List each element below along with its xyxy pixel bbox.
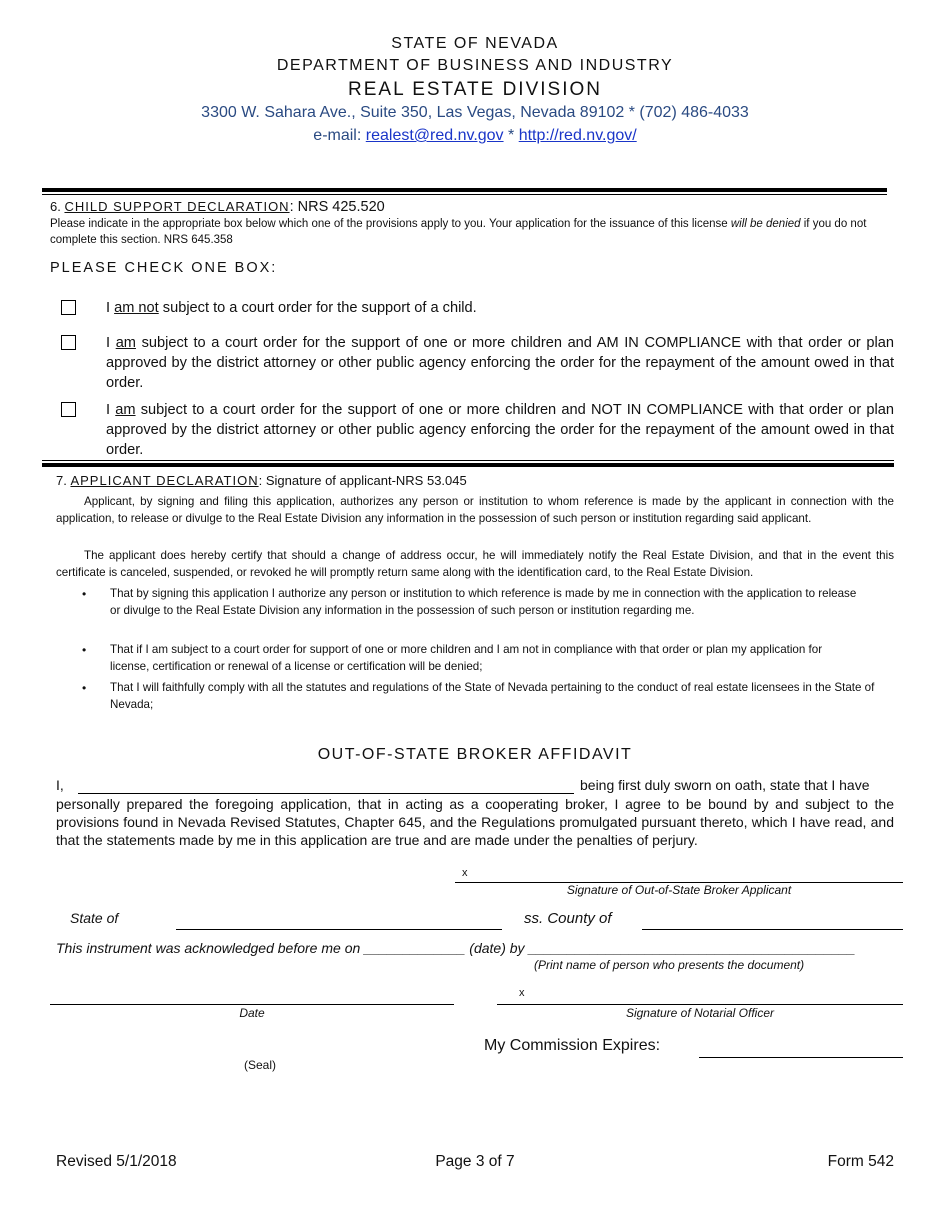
option-not-in-compliance bbox=[106, 400, 894, 460]
option-in-compliance bbox=[106, 333, 894, 393]
state-of-label: State of bbox=[70, 910, 119, 926]
ack-date-by: (date) by bbox=[469, 940, 525, 956]
section7-heading bbox=[56, 473, 467, 488]
option2-pre: I bbox=[106, 335, 116, 351]
section7-number: 7. bbox=[56, 473, 67, 488]
option1-pre: I bbox=[106, 300, 115, 316]
commission-expires-label: My Commission Expires: bbox=[484, 1037, 661, 1054]
footer-revised: Revised 5/1/2018 bbox=[56, 1153, 177, 1170]
option1-emph: am not bbox=[114, 300, 159, 316]
ack-name-blank[interactable]: __________________________________________ bbox=[528, 940, 856, 956]
section6-heading bbox=[50, 199, 385, 215]
check-one-prompt: PLEASE CHECK ONE BOX: bbox=[50, 260, 278, 276]
checkbox-not-subject[interactable] bbox=[61, 300, 76, 315]
email-label: e-mail: bbox=[313, 127, 362, 144]
state-of-line[interactable] bbox=[176, 929, 502, 930]
section-divider-mid-thin bbox=[42, 460, 894, 461]
section7-bullet: That by signing this application I authorize any person or institution to which reference is made by me in connection with the application to release or divulge to the Real Estate Division any information in the possession of such person or institution regarding me. bbox=[110, 587, 857, 617]
section6-instr-part1: Please indicate in the appropriate box below which one of the provisions apply to you. Your application for the issuance of this license bbox=[50, 218, 728, 230]
header-division: REAL ESTATE DIVISION bbox=[348, 79, 602, 100]
seal-label: (Seal) bbox=[244, 1058, 277, 1072]
section-divider-top-thin bbox=[42, 194, 887, 195]
section6-statute: : NRS 425.520 bbox=[289, 199, 385, 215]
affiant-name-line[interactable] bbox=[78, 793, 574, 794]
section7-para1: Applicant, by signing and filing this application, authorizes any person or institution to whom reference is made by the applicant in connection with the application, to release or divulge to the Real Estate Division any information in the possession of such person or institution regarding said applicant. bbox=[56, 495, 894, 525]
ack-text: This instrument was acknowledged before me on bbox=[56, 940, 361, 956]
header-contact bbox=[0, 127, 950, 145]
affidavit-sworn-text: being first duly sworn on oath, state that I have bbox=[580, 777, 870, 793]
checkbox-in-compliance[interactable] bbox=[61, 335, 76, 350]
option3-pre: I bbox=[106, 402, 116, 418]
email-link[interactable]: realest@red.nv.gov bbox=[365, 127, 504, 144]
section7-bullet: That I will faithfully comply with all the statutes and regulations of the State of Nevada pertaining to the conduct of real estate licensees in the State of Nevada; bbox=[110, 681, 875, 711]
section6-title: CHILD SUPPORT DECLARATION bbox=[64, 199, 290, 214]
bullet-dot: • bbox=[82, 587, 87, 601]
affidavit-title: OUT-OF-STATE BROKER AFFIDAVIT bbox=[317, 746, 633, 763]
option2-post: subject to a court order for the support of one or more children and AM IN COMPLIANCE with that order or plan approved by the district attorney or other public agency enforcing the order for the repayment of the amount owed in that order. bbox=[106, 335, 895, 391]
section6-number: 6. bbox=[50, 199, 61, 214]
section7-title: APPLICANT DECLARATION bbox=[70, 473, 259, 488]
print-name-caption: (Print name of person who presents the document) bbox=[534, 958, 805, 972]
header-address: 3300 W. Sahara Ave., Suite 350, Las Vegas, Nevada 89102 * (702) 486-4033 bbox=[201, 104, 749, 121]
county-of-label: ss. County of bbox=[524, 910, 612, 927]
footer-form: Form 542 bbox=[827, 1153, 894, 1170]
section-divider-top bbox=[42, 188, 887, 192]
notary-x-mark: x bbox=[519, 987, 525, 999]
section7-subtitle: : Signature of applicant-NRS 53.045 bbox=[258, 473, 467, 488]
ack-date-blank[interactable]: _____________ bbox=[364, 940, 466, 956]
affidavit-body: personally prepared the foregoing application, that in acting as a cooperating broker, I agree to be bound by and subject to the provisions found in Nevada Revised Statutes, Chapter 645, and the Regulations promulgated pursuant thereto, which I have read, and that the statements made by me in this application are true and are made under the penalties of perjury. bbox=[56, 796, 894, 848]
county-of-line[interactable] bbox=[642, 929, 903, 930]
option2-emph: am bbox=[115, 335, 136, 351]
bullet-dot: • bbox=[82, 643, 87, 657]
acknowledgement-line bbox=[56, 940, 855, 956]
section6-instructions bbox=[50, 216, 890, 248]
website-link[interactable]: http://red.nv.gov/ bbox=[518, 127, 637, 144]
header-state: STATE OF NEVADA bbox=[391, 35, 559, 52]
section6-instr-part2: if you do not complete this section. NRS 645.358 bbox=[50, 218, 867, 246]
applicant-signature-caption: Signature of Out-of-State Broker Applicant bbox=[566, 883, 792, 897]
affidavit-i-label: I, bbox=[56, 777, 64, 793]
notary-signature-line[interactable] bbox=[497, 1004, 903, 1005]
option3-emph: am bbox=[115, 402, 136, 418]
applicant-x-mark: x bbox=[462, 867, 468, 879]
section6-instr-italic: will be denied bbox=[730, 218, 801, 230]
bullet-dot: • bbox=[82, 681, 87, 695]
checkbox-not-in-compliance[interactable] bbox=[61, 402, 76, 417]
date-line[interactable] bbox=[50, 1004, 454, 1005]
footer-page: Page 3 of 7 bbox=[435, 1153, 515, 1170]
option-not-subject bbox=[106, 298, 894, 318]
notary-signature-caption: Signature of Notarial Officer bbox=[625, 1006, 775, 1020]
section7-para2: The applicant does hereby certify that should a change of address occur, he will immediately notify the Real Estate Division, and that in the event this certificate is canceled, suspended, or revoked he will promptly return same along with the identification card, to the Real Estate Division. bbox=[56, 549, 894, 579]
section7-bullet: That if I am subject to a court order for support of one or more children and I am not in compliance with that order or plan my application for license, certification or renewal of a license or certification will be denied; bbox=[110, 643, 823, 673]
commission-expires-line[interactable] bbox=[699, 1057, 903, 1058]
option3-post: subject to a court order for the support of one or more children and NOT IN COMPLIANCE with that order or plan approved by the district attorney or other public agency enforcing the order for the repayment of the amount owed in that order. bbox=[106, 402, 894, 458]
option1-post: subject to a court order for the support of a child. bbox=[158, 300, 477, 316]
date-caption: Date bbox=[239, 1006, 265, 1020]
section-divider-mid bbox=[42, 463, 894, 467]
contact-separator: * bbox=[508, 127, 515, 144]
header-department: DEPARTMENT OF BUSINESS AND INDUSTRY bbox=[276, 57, 674, 74]
